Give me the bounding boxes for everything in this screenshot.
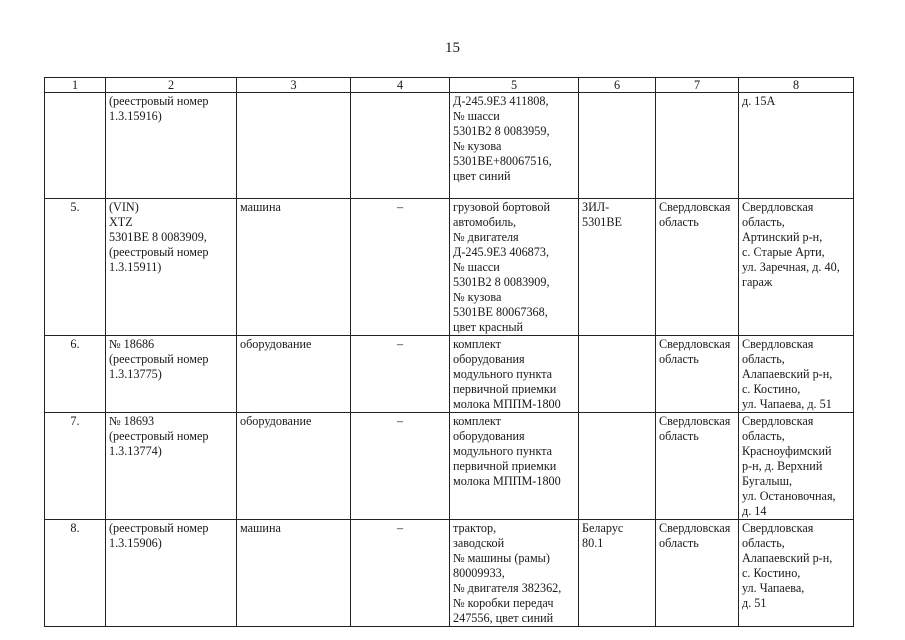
row-number-cell: 8. <box>45 520 106 627</box>
model-cell <box>579 336 656 413</box>
identifier-cell: (реестровый номер 1.3.15906) <box>106 520 237 627</box>
model-cell <box>579 413 656 520</box>
column-header: 6 <box>579 78 656 93</box>
column-header: 8 <box>739 78 854 93</box>
column4-cell <box>351 93 450 199</box>
column-header: 7 <box>656 78 739 93</box>
region-cell: Свердловская область <box>656 413 739 520</box>
column-header: 1 <box>45 78 106 93</box>
model-cell: ЗИЛ- 5301ВЕ <box>579 199 656 336</box>
model-cell: Беларус 80.1 <box>579 520 656 627</box>
column-header: 2 <box>106 78 237 93</box>
type-cell: машина <box>237 520 351 627</box>
description-cell: комплект оборудования модульного пункта первичной приемки молока МППМ-1800 <box>450 336 579 413</box>
region-cell <box>656 93 739 199</box>
table-row <box>45 520 854 627</box>
region-cell: Свердловская область <box>656 520 739 627</box>
column4-cell: – <box>351 413 450 520</box>
row-number-cell: 5. <box>45 199 106 336</box>
column-header: 4 <box>351 78 450 93</box>
column-header: 3 <box>237 78 351 93</box>
description-cell: грузовой бортовой автомобиль, № двигателя Д-245.9Е3 406873, № шасси 5301В2 8 0083909, № кузова 5301ВЕ 80067368, цвет красный <box>450 199 579 336</box>
column4-cell: – <box>351 520 450 627</box>
type-cell: оборудование <box>237 336 351 413</box>
column-header: 5 <box>450 78 579 93</box>
table-row <box>45 336 854 413</box>
property-registry-table <box>44 77 854 627</box>
table-row <box>45 413 854 520</box>
identifier-cell: № 18693 (реестровый номер 1.3.13774) <box>106 413 237 520</box>
identifier-cell: (VIN) XTZ 5301BE 8 0083909, (реестровый номер 1.3.15911) <box>106 199 237 336</box>
type-cell: оборудование <box>237 413 351 520</box>
description-cell: трактор, заводской № машины (рамы) 80009933, № двигателя 382362, № коробки передач 247556, цвет синий <box>450 520 579 627</box>
identifier-cell: № 18686 (реестровый номер 1.3.13775) <box>106 336 237 413</box>
region-cell: Свердловская область <box>656 336 739 413</box>
row-number-cell: 7. <box>45 413 106 520</box>
address-cell: Свердловская область, Артинский р-н, с. Старые Арти, ул. Заречная, д. 40, гараж <box>739 199 854 336</box>
table-row <box>45 93 854 199</box>
type-cell <box>237 93 351 199</box>
page-number: 15 <box>445 40 460 56</box>
type-cell: машина <box>237 199 351 336</box>
row-number-cell: 6. <box>45 336 106 413</box>
model-cell <box>579 93 656 199</box>
address-cell: д. 15А <box>739 93 854 199</box>
identifier-cell: (реестровый номер 1.3.15916) <box>106 93 237 199</box>
table-header-row <box>45 78 854 93</box>
region-cell: Свердловская область <box>656 199 739 336</box>
column4-cell: – <box>351 336 450 413</box>
description-cell: комплект оборудования модульного пункта первичной приемки молока МППМ-1800 <box>450 413 579 520</box>
description-cell: Д-245.9Е3 411808, № шасси 5301В2 8 0083959, № кузова 5301ВЕ+80067516, цвет синий <box>450 93 579 199</box>
address-cell: Свердловская область, Алапаевский р-н, с. Костино, ул. Чапаева, д. 51 <box>739 336 854 413</box>
column4-cell: – <box>351 199 450 336</box>
row-number-cell <box>45 93 106 199</box>
table-row <box>45 199 854 336</box>
address-cell: Свердловская область, Красноуфимский р-н, д. Верхний Бугалыш, ул. Остановочная, д. 14 <box>739 413 854 520</box>
address-cell: Свердловская область, Алапаевский р-н, с. Костино, ул. Чапаева, д. 51 <box>739 520 854 627</box>
